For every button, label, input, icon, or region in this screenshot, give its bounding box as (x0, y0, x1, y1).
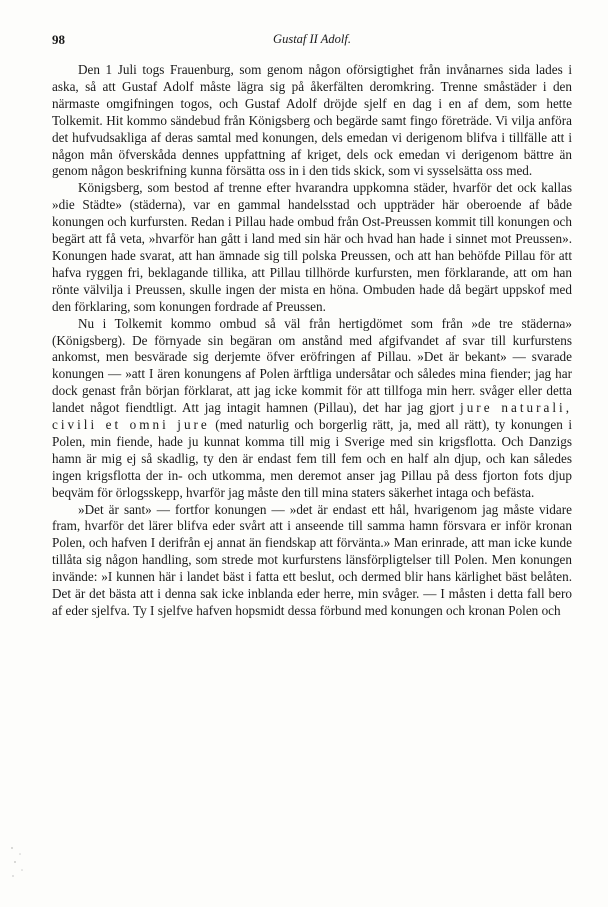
paragraph-4-text: »Det är sant» — fortfor konungen — »det är endast ett hål, hvarigenom jag måste vidare fram, hvarför det lärer blifva eder svårt att i anseende till samma hamn försvara er inför kronan Polen, och hafven I derifrån ej annat än fiendskap att förvänta.» Man erinrade, att man icke kunde tillåta sig någon handling, som strede mot kurfurstens länsförpligtelser till Polen. Men konungen invände: »I kunnen här i landet bäst i fatta ett beslut, och dermed blir hans kärlighet bäst belåten. Det är det bästa att i denna sak icke inblanda eder herre, min svåger. — I måsten i detta fall bero af eder sjelfva. Ty I sjelfve hafven hopsmidt dessa förbund med konungen och kronan Polen och (52, 501, 572, 618)
page-number: 98 (52, 32, 65, 47)
paragraph-2 (52, 180, 572, 315)
page-header (52, 32, 572, 52)
paragraph-4 (52, 502, 572, 620)
paragraph-1-text: Den 1 Juli togs Frauenburg, som genom någon oförsigtighet från invånarnes sida lades i aska, så att Gustaf Adolf måste lägra sig på åkerfälten deromkring. Trenne småstäder i den närmaste omgifningen togos, och Gustaf Adolf dröjde sjelf en dag i en af dem, som hette Tolkemit. Hit kommo sändebud från Königsberg och begärde samt fingo företräde. Vi vilja anföra det hufvudsakliga af deras samtal med konungen, dels emedan vi derigenom blifva i tillfälle att i någon mån öfverskåda dennes uppfattning af kriget, dels ock emedan vi derigenom bättre än genom någon beskrifning kunna försätta oss in i den tids skick, som vi sysselsätta oss med. (52, 62, 572, 179)
paragraph-3-spaced-phrase: jure naturali, civili et omni jure (52, 400, 572, 433)
paragraph-3 (52, 316, 572, 502)
margin-speck-mark (6, 842, 28, 882)
paragraph-3-text-b: (med naturlig och borgerlig rätt, ja, med all rätt), ty konungen i Polen, min fiende, hade ju kunnat komma till mig i Sverige med sin krigsflotta. Och Danzigs hamn är mig ej så skadlig, ty den är endast fem till fem och en half aln djup, och kan således ingen krigsflotta der in- och utkomma, men deremot anser jag Pillau på dess fjorton fots djup beqväm för örlogsskepp, hvarför jag måste den till mina staters säkerhet intaga och befästa. (52, 417, 572, 500)
paragraph-1 (52, 62, 572, 180)
running-title: Gustaf II Adolf. (273, 32, 351, 46)
paragraph-2-text: Königsberg, som bestod af trenne efter hvarandra uppkomna städer, hvarför det ock kallas »die Städte» (städerna), var en gammal handelsstad och uppträder här oberoende af både konungen och kurfursten. Redan i Pillau hade ombud från Ost-Preussen kommit till konungen och begärt att få veta, »hvarför han gått i land med sin här och hvad han hade i sinnet mot Preussen». Konungen hade svarat, att han ämnade sig till polska Preussen, och att han behöfde Pillau för att hafva ryggen fri, beklagande tillika, att Pillau tillhörde kurfursten, men förklarande, att om han rönte välvilja i Preussen, skulle ingen der mista en höna. Ombuden hade då begärt uppskof med den förklaring, som konungen fordrade af Preussen. (52, 180, 572, 314)
body-text (52, 62, 572, 620)
paragraph-3-text-a: Nu i Tolkemit kommo ombud så väl från hertigdömet som från »de tre städerna» (Königsberg). De förnyade sin begäran om anstånd med afgifvandet af svar till kurfurstens ankomst, men besvärade sig derjemte öfver eröfringen af Pillau. »Det är bekant» — svarade konungen — »att I ären konungens af Polen ärftliga undersåtar och således mina fiender; jag har dock genast från början förklarat, att jag icke kommit för att tillfoga min herr. svåger eller detta landet något fiendtligt. Att jag intagit hamnen (Pillau), det har jag gjort (52, 315, 572, 416)
